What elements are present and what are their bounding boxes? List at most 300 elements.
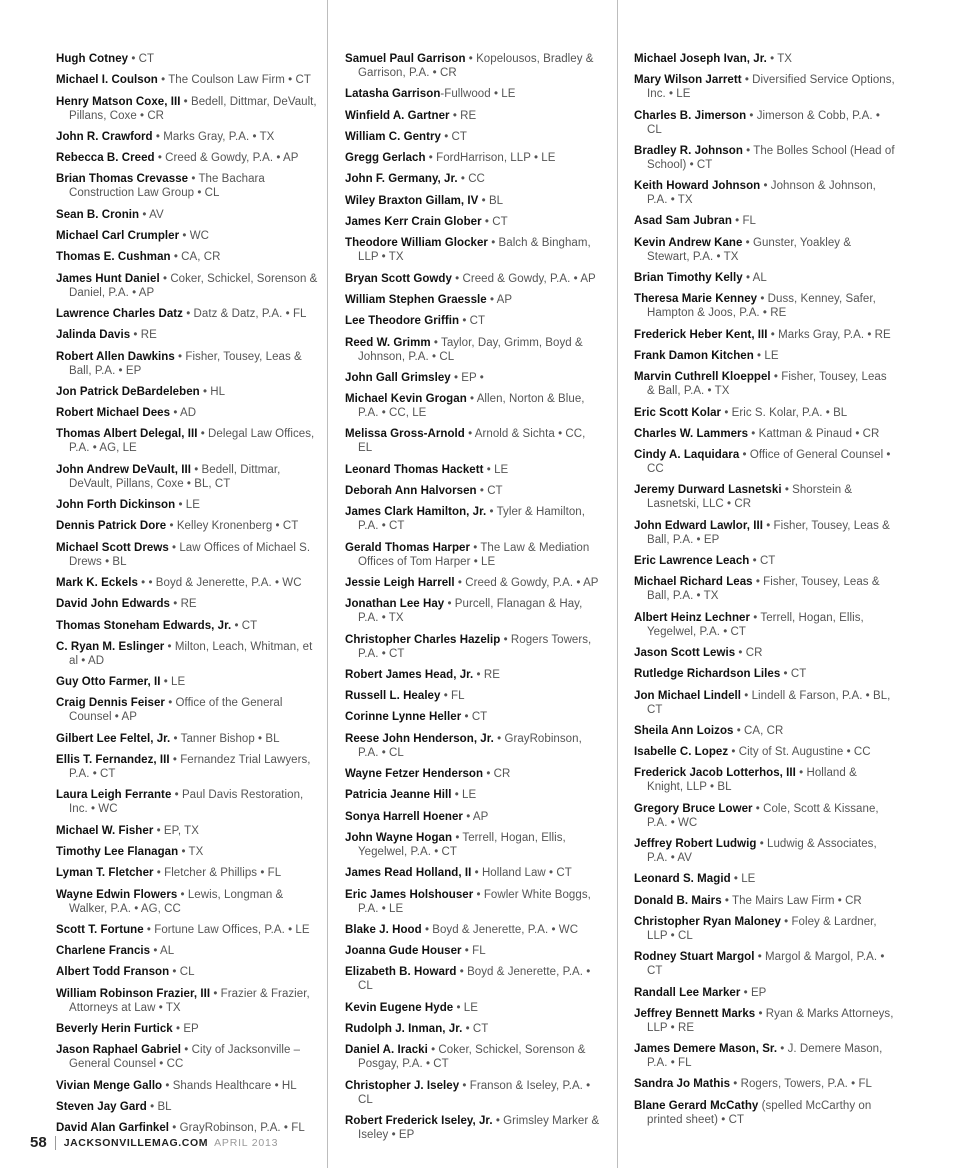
attorney-name: William Stephen Graessle	[345, 293, 487, 306]
attorney-entry	[56, 250, 320, 264]
attorney-entry	[56, 406, 320, 420]
attorney-entry	[634, 575, 896, 603]
attorney-entry	[634, 483, 896, 511]
attorney-entry	[56, 597, 320, 611]
attorney-name: Wiley Braxton Gillam, IV	[345, 194, 479, 207]
attorney-details: • CT	[459, 315, 486, 328]
attorney-details: • Tyler & Hamilton, P.A. • CT	[358, 506, 585, 533]
attorney-name: Rebecca B. Creed	[56, 152, 155, 165]
attorney-entry	[345, 944, 601, 958]
attorney-details: • LE	[453, 1001, 478, 1014]
attorney-entry	[345, 130, 601, 144]
attorney-name: Jason Scott Lewis	[634, 646, 736, 659]
attorney-details: • Marks Gray, P.A. • RE	[767, 328, 891, 341]
attorney-name: Guy Otto Farmer, II	[56, 676, 161, 689]
attorney-entry	[345, 732, 601, 760]
attorney-details: • The Law & Mediation Offices of Tom Harper • LE	[358, 541, 590, 568]
attorney-details: • Coker, Schickel, Sorenson & Posgay, P.A. • CT	[358, 1044, 586, 1071]
attorney-entry	[56, 1043, 320, 1071]
attorney-entry	[56, 619, 320, 633]
attorney-name: James Read Holland, II	[345, 867, 472, 880]
attorney-entry	[634, 745, 896, 759]
attorney-details: • Cole, Scott & Kissane, P.A. • WC	[647, 802, 879, 829]
attorney-details: • CT	[780, 668, 807, 681]
attorney-entry	[345, 392, 601, 420]
attorney-name: Steven Jay Gard	[56, 1100, 147, 1113]
attorney-entry	[345, 965, 601, 993]
attorney-details: • Boyd & Jenerette, P.A. • WC	[421, 923, 579, 936]
attorney-entry	[634, 144, 896, 172]
attorney-name: Sandra Jo Mathis	[634, 1078, 731, 1091]
attorney-details: • RE	[130, 329, 157, 342]
attorney-entry	[634, 328, 896, 342]
attorney-name: Robert Michael Dees	[56, 407, 171, 420]
attorney-name: Wayne Edwin Flowers	[56, 888, 178, 901]
attorney-details: • Terrell, Hogan, Ellis, Yegelwel, P.A. • CT	[358, 831, 566, 858]
attorney-details: • Boyd & Jenerette, P.A. • CL	[358, 966, 591, 993]
attorney-entry	[345, 1022, 601, 1036]
attorney-entry	[345, 272, 601, 286]
attorney-entry	[56, 427, 320, 455]
attorney-name: Christopher J. Iseley	[345, 1079, 460, 1092]
attorney-entry	[345, 194, 601, 208]
attorney-name: Thomas Stoneham Edwards, Jr.	[56, 619, 232, 632]
attorney-name: Mary Wilson Jarrett	[634, 74, 742, 87]
attorney-name: Eric Lawrence Leach	[634, 555, 750, 568]
attorney-details: • LE	[451, 789, 477, 802]
attorney-entry	[634, 950, 896, 978]
attorney-entry	[634, 872, 896, 886]
attorney-entry	[634, 554, 896, 568]
attorney-name: Sean B. Cronin	[56, 208, 140, 221]
attorney-entry	[345, 633, 601, 661]
attorney-details: • GrayRobinson, P.A. • FL	[169, 1122, 305, 1135]
attorney-entry	[345, 866, 601, 880]
attorney-entry	[345, 336, 601, 364]
attorney-details: • Office of the General Counsel • AP	[69, 697, 283, 724]
attorney-entry	[345, 505, 601, 533]
attorney-entry	[345, 597, 601, 625]
attorney-details: • Fowler White Boggs, P.A. • LE	[358, 888, 591, 915]
attorney-name: Leonard Thomas Hackett	[345, 463, 484, 476]
attorney-name: Frederick Heber Kent, III	[634, 328, 768, 341]
attorney-details: • Ryan & Marks Attorneys, LLP • RE	[647, 1007, 894, 1034]
attorney-name: Marvin Cuthrell Kloeppel	[634, 371, 771, 384]
attorney-name: Michael Richard Leas	[634, 576, 753, 589]
attorney-details: • CT	[128, 53, 155, 65]
attorney-name: Sonya Harrell Hoener	[345, 810, 463, 823]
attorney-entry	[345, 788, 601, 802]
attorney-entry	[345, 541, 601, 569]
attorney-entry	[56, 385, 320, 399]
attorney-entry	[634, 292, 896, 320]
attorney-details: • Duss, Kenney, Safer, Hampton & Joos, P.A. • RE	[647, 293, 876, 320]
attorney-entry	[56, 541, 320, 569]
attorney-entry	[56, 208, 320, 222]
attorney-entry	[345, 371, 601, 385]
attorney-name: John Gall Grimsley	[345, 371, 451, 384]
attorney-name: Jonathan Lee Hay	[345, 598, 445, 611]
attorney-entry	[634, 109, 896, 137]
attorney-entry	[345, 215, 601, 229]
attorney-entry	[56, 965, 320, 979]
attorney-details: • Grimsley Marker & Iseley • EP	[358, 1114, 600, 1141]
attorney-name: Robert James Head, Jr.	[345, 668, 474, 681]
attorney-details: • Terrell, Hogan, Ellis, Yegelwel, P.A. • CT	[647, 611, 864, 638]
attorney-name: David Alan Garfinkel	[56, 1122, 170, 1135]
attorney-details: • Holland & Knight, LLP • BL	[647, 767, 857, 794]
attorney-details: • Creed & Gowdy, P.A. • AP	[451, 272, 596, 285]
attorney-details: • Marks Gray, P.A. • TX	[152, 130, 275, 143]
attorney-entry	[56, 1100, 320, 1114]
attorney-name: Robert Frederick Iseley, Jr.	[345, 1114, 493, 1127]
attorney-entry	[56, 272, 320, 300]
attorney-entry	[56, 696, 320, 724]
attorney-entry	[345, 888, 601, 916]
attorney-entry	[634, 667, 896, 681]
attorney-name: Frederick Jacob Lotterhos, III	[634, 767, 796, 780]
attorney-name: Gregory Bruce Lower	[634, 802, 753, 815]
attorney-details: • Fortune Law Offices, P.A. • LE	[143, 923, 310, 936]
attorney-name: Jeffrey Bennett Marks	[634, 1007, 756, 1020]
attorney-details: • The Mairs Law Firm • CR	[721, 894, 862, 907]
attorney-details: • Fisher, Tousey, Leas & Ball, P.A. • EP	[647, 519, 890, 546]
attorney-name: Jalinda Davis	[56, 329, 131, 342]
attorney-details: • RE	[170, 598, 197, 611]
directory-column-2	[345, 52, 601, 1149]
attorney-entry	[345, 314, 601, 328]
attorney-entry	[345, 1079, 601, 1107]
attorney-entry	[56, 229, 320, 243]
attorney-details: • CA, CR	[170, 251, 221, 264]
attorney-entry	[56, 350, 320, 378]
attorney-entry	[634, 519, 896, 547]
attorney-details: • Taylor, Day, Grimm, Boyd & Johnson, P.A. • CL	[358, 336, 583, 363]
attorney-name: Elizabeth B. Howard	[345, 966, 457, 979]
attorney-entry	[345, 689, 601, 703]
attorney-details: • Jimerson & Cobb, P.A. • CL	[647, 109, 880, 136]
attorney-entry	[634, 52, 896, 66]
attorney-name: Cindy A. Laquidara	[634, 449, 740, 462]
attorney-details: • Lewis, Longman & Walker, P.A. • AG, CC	[69, 888, 284, 915]
attorney-name: Lawrence Charles Datz	[56, 307, 183, 320]
attorney-name: Lee Theodore Griffin	[345, 315, 460, 328]
attorney-details: • FL	[731, 215, 756, 228]
attorney-entry	[345, 576, 601, 590]
attorney-details: • Datz & Datz, P.A. • FL	[182, 307, 307, 320]
attorney-name: Leonard S. Magid	[634, 873, 731, 886]
attorney-name: Albert Todd Franson	[56, 966, 170, 979]
footer-issue-date: APRIL 2013	[214, 1136, 279, 1149]
attorney-details: • CT	[462, 1022, 489, 1035]
attorney-details: • Paul Davis Restoration, Inc. • WC	[69, 789, 304, 816]
attorney-name: Robert Allen Dawkins	[56, 350, 175, 363]
attorney-name: Eric James Holshouser	[345, 888, 474, 901]
attorney-details: • EP	[172, 1022, 199, 1035]
attorney-name: Randall Lee Marker	[634, 986, 741, 999]
attorney-details: • LE	[160, 676, 186, 689]
attorney-details: • The Bolles School (Head of School) • CT	[647, 144, 895, 171]
attorney-name: Samuel Paul Garrison	[345, 53, 466, 65]
attorney-entry	[634, 448, 896, 476]
attorney-details: • EP	[740, 986, 767, 999]
attorney-entry	[345, 484, 601, 498]
attorney-name: John Forth Dickinson	[56, 499, 176, 512]
attorney-name: William Robinson Frazier, III	[56, 987, 211, 1000]
attorney-entry	[634, 689, 896, 717]
attorney-name: Beverly Herin Furtick	[56, 1022, 173, 1035]
attorney-details: • Kopelousos, Bradley & Garrison, P.A. • CR	[358, 53, 594, 79]
attorney-details: • CR	[735, 646, 763, 659]
page-footer	[30, 1134, 278, 1151]
attorney-details: • J. Demere Mason, P.A. • FL	[647, 1043, 883, 1070]
attorney-details: • Gunster, Yoakley & Stewart, P.A. • TX	[647, 236, 852, 263]
attorney-entry	[56, 151, 320, 165]
attorney-name: John Wayne Hogan	[345, 831, 453, 844]
attorney-entry	[634, 724, 896, 738]
attorney-name: Reese John Henderson, Jr.	[345, 732, 494, 745]
attorney-entry	[634, 611, 896, 639]
attorney-entry	[56, 866, 320, 880]
attorney-details: • Johnson & Johnson, P.A. • TX	[647, 180, 876, 207]
attorney-name: William C. Gentry	[345, 130, 441, 143]
attorney-entry	[634, 271, 896, 285]
attorney-details: • WC	[179, 230, 209, 243]
attorney-details: • Arnold & Sichta • CC, EL	[358, 428, 586, 455]
attorney-name: Frank Damon Kitchen	[634, 349, 754, 362]
attorney-entry	[345, 427, 601, 455]
attorney-name: John Andrew DeVault, III	[56, 463, 191, 476]
attorney-name: Christopher Ryan Maloney	[634, 915, 781, 928]
attorney-entry	[634, 73, 896, 101]
attorney-details: • LE	[175, 499, 200, 512]
attorney-name: David John Edwards	[56, 598, 171, 611]
attorney-details: • The Bachara Construction Law Group • CL	[69, 173, 265, 200]
attorney-details: • Bedell, Dittmar, DeVault, Pillans, Coxe • BL, CT	[69, 463, 281, 490]
attorney-entry	[56, 463, 320, 491]
attorney-details: • Frazier & Frazier, Attorneys at Law • TX	[69, 987, 310, 1014]
attorney-entry	[345, 463, 601, 477]
attorney-details: • BL	[146, 1100, 172, 1113]
attorney-details: • EP, TX	[153, 824, 199, 837]
attorney-entry	[345, 151, 601, 165]
attorney-name: Melissa Gross-Arnold	[345, 428, 465, 441]
attorney-details: • LE	[753, 349, 779, 362]
attorney-entry	[56, 130, 320, 144]
attorney-entry	[345, 668, 601, 682]
attorney-name: Rutledge Richardson Liles	[634, 668, 781, 681]
attorney-entry	[345, 1043, 601, 1071]
attorney-name: Theresa Marie Kenney	[634, 293, 758, 306]
attorney-name: Winfield A. Gartner	[345, 109, 450, 122]
column-divider	[327, 0, 328, 1168]
attorney-name: James Clark Hamilton, Jr.	[345, 506, 487, 519]
attorney-entry	[56, 753, 320, 781]
attorney-name: Patricia Jeanne Hill	[345, 789, 452, 802]
attorney-entry	[345, 810, 601, 824]
attorney-name: Russell L. Healey	[345, 690, 441, 703]
attorney-name: Joanna Gude Houser	[345, 945, 462, 958]
attorney-entry	[345, 923, 601, 937]
attorney-details: • FL	[440, 690, 465, 703]
attorney-name: Kevin Eugene Hyde	[345, 1001, 454, 1014]
attorney-details: • HL	[199, 385, 226, 398]
attorney-entry	[634, 1099, 896, 1127]
attorney-details: • AP	[486, 293, 513, 306]
attorney-entry	[634, 766, 896, 794]
attorney-name: John F. Germany, Jr.	[345, 173, 458, 186]
attorney-details: • Kelley Kronenberg • CT	[166, 520, 299, 533]
attorney-details: • Foley & Lardner, LLP • CL	[647, 915, 877, 942]
attorney-details: • CA, CR	[733, 724, 784, 737]
attorney-entry	[345, 831, 601, 859]
directory-column-3	[634, 52, 896, 1134]
column-divider	[617, 0, 618, 1168]
directory-column-1	[56, 52, 320, 1142]
attorney-details: • Balch & Bingham, LLP • TX	[358, 237, 591, 264]
attorney-entry	[56, 824, 320, 838]
attorney-entry	[634, 894, 896, 908]
attorney-details: • CT	[481, 216, 508, 229]
attorney-details: • AD	[170, 407, 197, 420]
attorney-entry	[345, 293, 601, 307]
attorney-entry	[56, 95, 320, 123]
attorney-details: • CT	[476, 485, 503, 498]
attorney-details: • Delegal Law Offices, P.A. • AG, LE	[69, 428, 315, 455]
attorney-name: Daniel A. Iracki	[345, 1044, 428, 1057]
attorney-name: Thomas Albert Delegal, III	[56, 428, 198, 441]
attorney-details: • Office of General Counsel • CC	[647, 449, 891, 476]
attorney-name: Eric Scott Kolar	[634, 406, 722, 419]
attorney-entry	[634, 802, 896, 830]
attorney-details: • FordHarrison, LLP • LE	[425, 152, 556, 165]
attorney-name: C. Ryan M. Eslinger	[56, 640, 165, 653]
attorney-details: • CT	[231, 619, 258, 632]
attorney-entry	[56, 732, 320, 746]
attorney-details: • Milton, Leach, Whitman, et al • AD	[69, 640, 313, 667]
attorney-details: • BL	[478, 194, 504, 207]
attorney-name: Latasha Garrison	[345, 88, 441, 101]
attorney-name: Blane Gerard McCathy	[634, 1099, 759, 1112]
attorney-details: (spelled McCarthy on printed sheet) • CT	[647, 1099, 872, 1126]
attorney-name: Michael W. Fisher	[56, 824, 154, 837]
attorney-details: • Kattman & Pinaud • CR	[748, 427, 880, 440]
attorney-name: Mark K. Eckels	[56, 576, 138, 589]
page-number: 58	[30, 1134, 47, 1151]
attorney-entry	[56, 845, 320, 859]
attorney-entry	[345, 236, 601, 264]
attorney-details: • GrayRobinson, P.A. • CL	[358, 732, 582, 759]
attorney-name: Michael Joseph Ivan, Jr.	[634, 53, 767, 65]
attorney-name: Timothy Lee Flanagan	[56, 845, 179, 858]
attorney-entry	[345, 710, 601, 724]
attorney-name: Craig Dennis Feiser	[56, 697, 165, 710]
attorney-entry	[56, 576, 320, 590]
attorney-details: • Purcell, Flanagan & Hay, P.A. • TX	[358, 598, 583, 625]
attorney-name: Jon Patrick DeBardeleben	[56, 385, 200, 398]
attorney-name: James Kerr Crain Glober	[345, 216, 482, 229]
attorney-name: Bryan Scott Gowdy	[345, 272, 452, 285]
attorney-details: • Eric S. Kolar, P.A. • BL	[721, 406, 848, 419]
attorney-name: Thomas E. Cushman	[56, 251, 171, 264]
attorney-entry	[56, 788, 320, 816]
attorney-name: Scott T. Fortune	[56, 923, 144, 936]
attorney-details: • RE	[449, 109, 477, 122]
attorney-name: Bradley R. Johnson	[634, 144, 743, 157]
attorney-details: • AP	[462, 810, 489, 823]
attorney-details: • AL	[150, 945, 175, 958]
attorney-entry	[56, 498, 320, 512]
attorney-name: Brian Timothy Kelly	[634, 272, 743, 285]
attorney-details: • Fisher, Tousey, Leas & Ball, P.A. • TX	[647, 576, 880, 603]
attorney-details: • Rogers, Towers, P.A. • FL	[730, 1078, 873, 1091]
attorney-entry	[634, 915, 896, 943]
attorney-entry	[634, 1042, 896, 1070]
attorney-details: • TX	[178, 845, 204, 858]
attorney-entry	[345, 1114, 601, 1142]
footer-site: JACKSONVILLEMAG.COM	[63, 1136, 209, 1149]
attorney-entry	[345, 109, 601, 123]
attorney-name: Ellis T. Fernandez, III	[56, 754, 170, 767]
attorney-name: Kevin Andrew Kane	[634, 236, 743, 249]
attorney-details: • Margol & Margol, P.A. • CT	[647, 951, 885, 978]
attorney-details: • CT	[749, 555, 776, 568]
attorney-entry	[634, 179, 896, 207]
attorney-details: • Holland Law • CT	[471, 867, 572, 880]
attorney-name: James Hunt Daniel	[56, 272, 160, 285]
attorney-name: Rodney Stuart Margol	[634, 951, 755, 964]
attorney-details: • TX	[766, 53, 793, 65]
attorney-details: • The Coulson Law Firm • CT	[157, 74, 311, 87]
attorney-name: Charles B. Jimerson	[634, 109, 747, 122]
attorney-name: Gregg Gerlach	[345, 152, 426, 165]
attorney-name: John R. Crawford	[56, 130, 153, 143]
attorney-details: • Creed & Gowdy, P.A. • AP	[154, 152, 299, 165]
attorney-details: • CC	[457, 173, 485, 186]
attorney-entry	[634, 646, 896, 660]
attorney-name: Jessie Leigh Harrell	[345, 576, 455, 589]
attorney-name: Wayne Fetzer Henderson	[345, 768, 484, 781]
attorney-details: • Diversified Service Options, Inc. • LE	[647, 74, 895, 101]
attorney-entry	[634, 986, 896, 1000]
attorney-name: Deborah Ann Halvorsen	[345, 485, 477, 498]
attorney-details: • • Boyd & Jenerette, P.A. • WC	[137, 576, 302, 589]
attorney-name: Gerald Thomas Harper	[345, 541, 470, 554]
attorney-details: • Fisher, Tousey, Leas & Ball, P.A. • EP	[69, 350, 302, 377]
attorney-entry	[56, 52, 320, 66]
attorney-name: Vivian Menge Gallo	[56, 1079, 163, 1092]
attorney-details: • Bedell, Dittmar, DeVault, Pillans, Coxe • CR	[69, 95, 317, 122]
attorney-name: Blake J. Hood	[345, 923, 422, 936]
attorney-details: • Fernandez Trial Lawyers, P.A. • CT	[69, 754, 311, 781]
attorney-name: Charles W. Lammers	[634, 427, 749, 440]
attorney-name: Hugh Cotney	[56, 53, 129, 65]
attorney-entry	[634, 214, 896, 228]
attorney-entry	[345, 172, 601, 186]
attorney-details: • Shands Healthcare • HL	[162, 1079, 297, 1092]
attorney-details: • Law Offices of Michael S. Drews • BL	[69, 541, 311, 568]
attorney-name: John Edward Lawlor, III	[634, 519, 763, 532]
attorney-name: Charlene Francis	[56, 945, 151, 958]
attorney-name: Brian Thomas Crevasse	[56, 173, 189, 186]
attorney-details: • Lindell & Farson, P.A. • BL, CT	[647, 689, 891, 716]
attorney-name: Rudolph J. Inman, Jr.	[345, 1022, 463, 1035]
attorney-details: -Fullwood • LE	[440, 88, 516, 101]
attorney-entry	[634, 427, 896, 441]
attorney-details: • LE	[483, 463, 509, 476]
attorney-name: Corinne Lynne Heller	[345, 711, 462, 724]
attorney-entry	[56, 172, 320, 200]
